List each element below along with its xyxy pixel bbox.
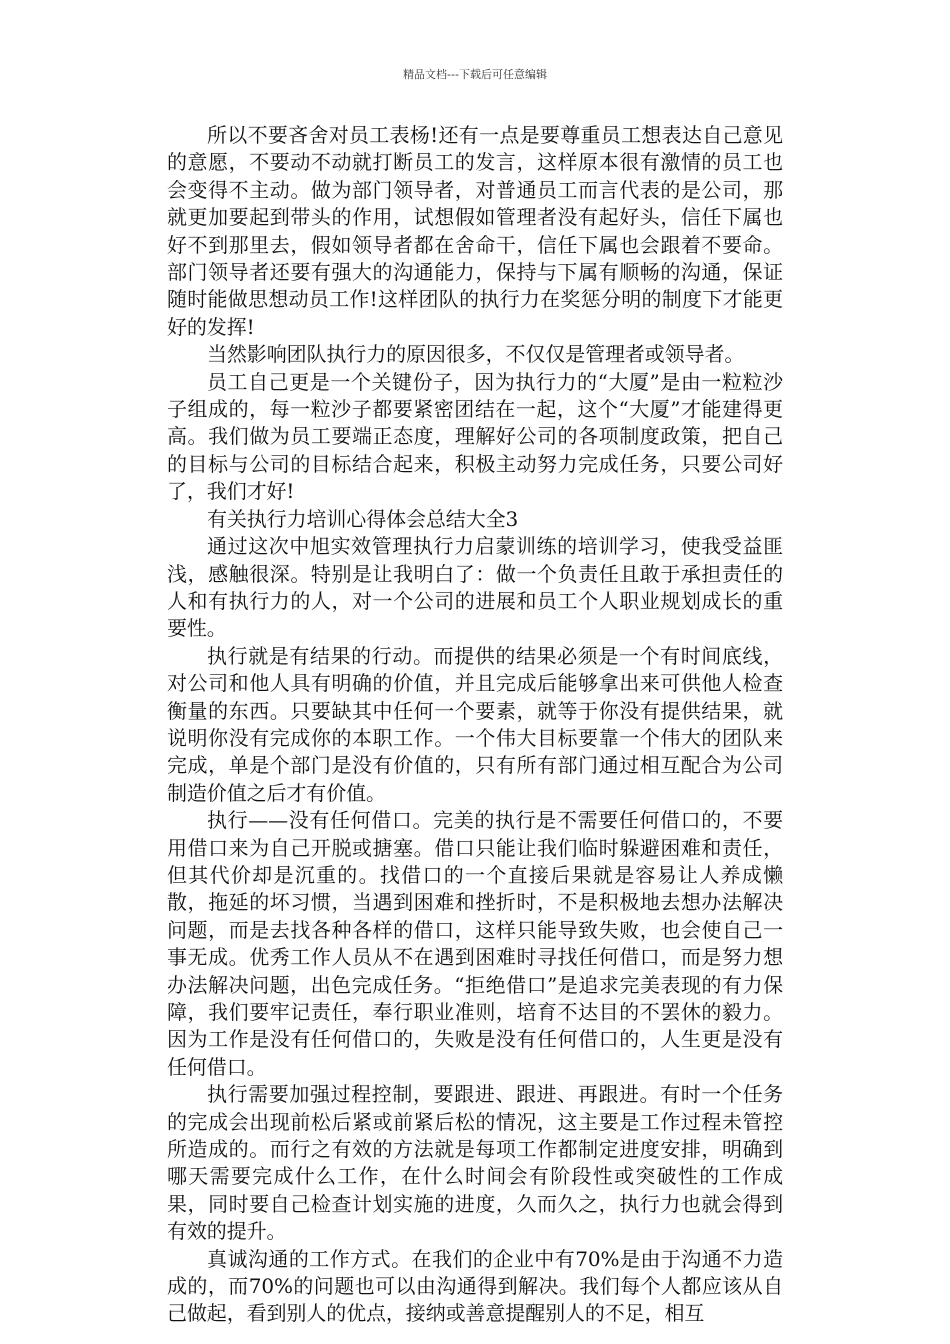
paragraph: 执行——没有任何借口。完美的执行是不需要任何借口的，不要用借口来为自己开脱或搪塞。借口只能让我们临时躲避困难和责任，但其代价却是沉重的。找借口的一个直接后果就是容易让人养成懒散，拖延的坏习惯，当遇到困难和挫折时，不是积极地去想办法解决问题，而是去找各种各样的借口，这样只能导致失败，也会使自己一事无成。优秀工作人员从不在遇到困难时寻找任何借口，而是努力想办法解决问题，出色完成任务。“拒绝借口”是追求完美表现的有力保障，我们要牢记责任，奉行职业准则，培育不达目的不罢休的毅力。因为工作是没有任何借口的，失败是没有任何借口的，人生更是没有任何借口。	[167, 808, 783, 1079]
paragraph: 所以不要吝舍对员工表杨!还有一点是要尊重员工想表达自己意见的意愿，不要动不动就打断员工的发言，这样原本很有激情的员工也会变得不主动。做为部门领导者，对普通员工而言代表的是公司，那就更加要起到带头的作用，试想假如管理者没有起好头，信任下属也好不到那里去，假如领导者都在舍命干，信任下属也会跟着不要命。部门领导者还要有强大的沟通能力，保持与下属有顺畅的沟通，保证随时能做思想动员工作!这样团队的执行力在奖惩分明的制度下才能更好的发挥!	[167, 123, 783, 339]
document-body	[167, 122, 783, 1328]
paragraph: 通过这次中旭实效管理执行力启蒙训练的培训学习，使我受益匪浅，感触很深。特别是让我明白了：做一个负责任且敢于承担责任的人和有执行力的人，对一个公司的进展和员工个人职业规划成长的重要性。	[167, 534, 783, 641]
section-heading: 有关执行力培训心得体会总结大全3	[207, 506, 519, 531]
paragraph: 执行就是有结果的行动。而提供的结果必须是一个有时间底线，对公司和他人具有明确的价值，并且完成后能够拿出来可供他人检查衡量的东西。只要缺其中任何一个要素，就等于你没有提供结果，就说明你没有完成你的本职工作。一个伟大目标要靠一个伟大的团队来完成，单是个部门是没有价值的，只有所有部门通过相互配合为公司制造价值之后才有价值。	[167, 643, 783, 805]
paragraph: 当然影响团队执行力的原因很多，不仅仅是管理者或领导者。	[207, 342, 745, 367]
paragraph: 员工自己更是一个关键份子，因为执行力的“大厦”是由一粒粒沙子组成的，每一粒沙子都要紧密团结在一起，这个“大厦”才能建得更高。我们做为员工要端正态度，理解好公司的各项制度政策，把自己的目标与公司的目标结合起来，积极主动努力完成任务，只要公司好了，我们才好!	[167, 369, 783, 504]
page-header: 精品文档---下载后可任意编辑	[403, 68, 547, 81]
paragraph: 真诚沟通的工作方式。在我们的企业中有70%是由于沟通不力造成的，而70%的问题也可以由沟通得到解决。我们每个人都应该从自己做起，看到别人的优点，接纳或善意提醒别人的不足，相互	[167, 1246, 783, 1326]
paragraph: 执行需要加强过程控制，要跟进、跟进、再跟进。有时一个任务的完成会出现前松后紧或前紧后松的情况，这主要是工作过程未管控所造成的。而行之有效的方法就是每项工作都制定进度安排，明确到哪天需要完成什么工作，在什么时间会有阶段性或突破性的工作成果，同时要自己检查计划实施的进度，久而久之，执行力也就会得到有效的提升。	[167, 1082, 783, 1244]
